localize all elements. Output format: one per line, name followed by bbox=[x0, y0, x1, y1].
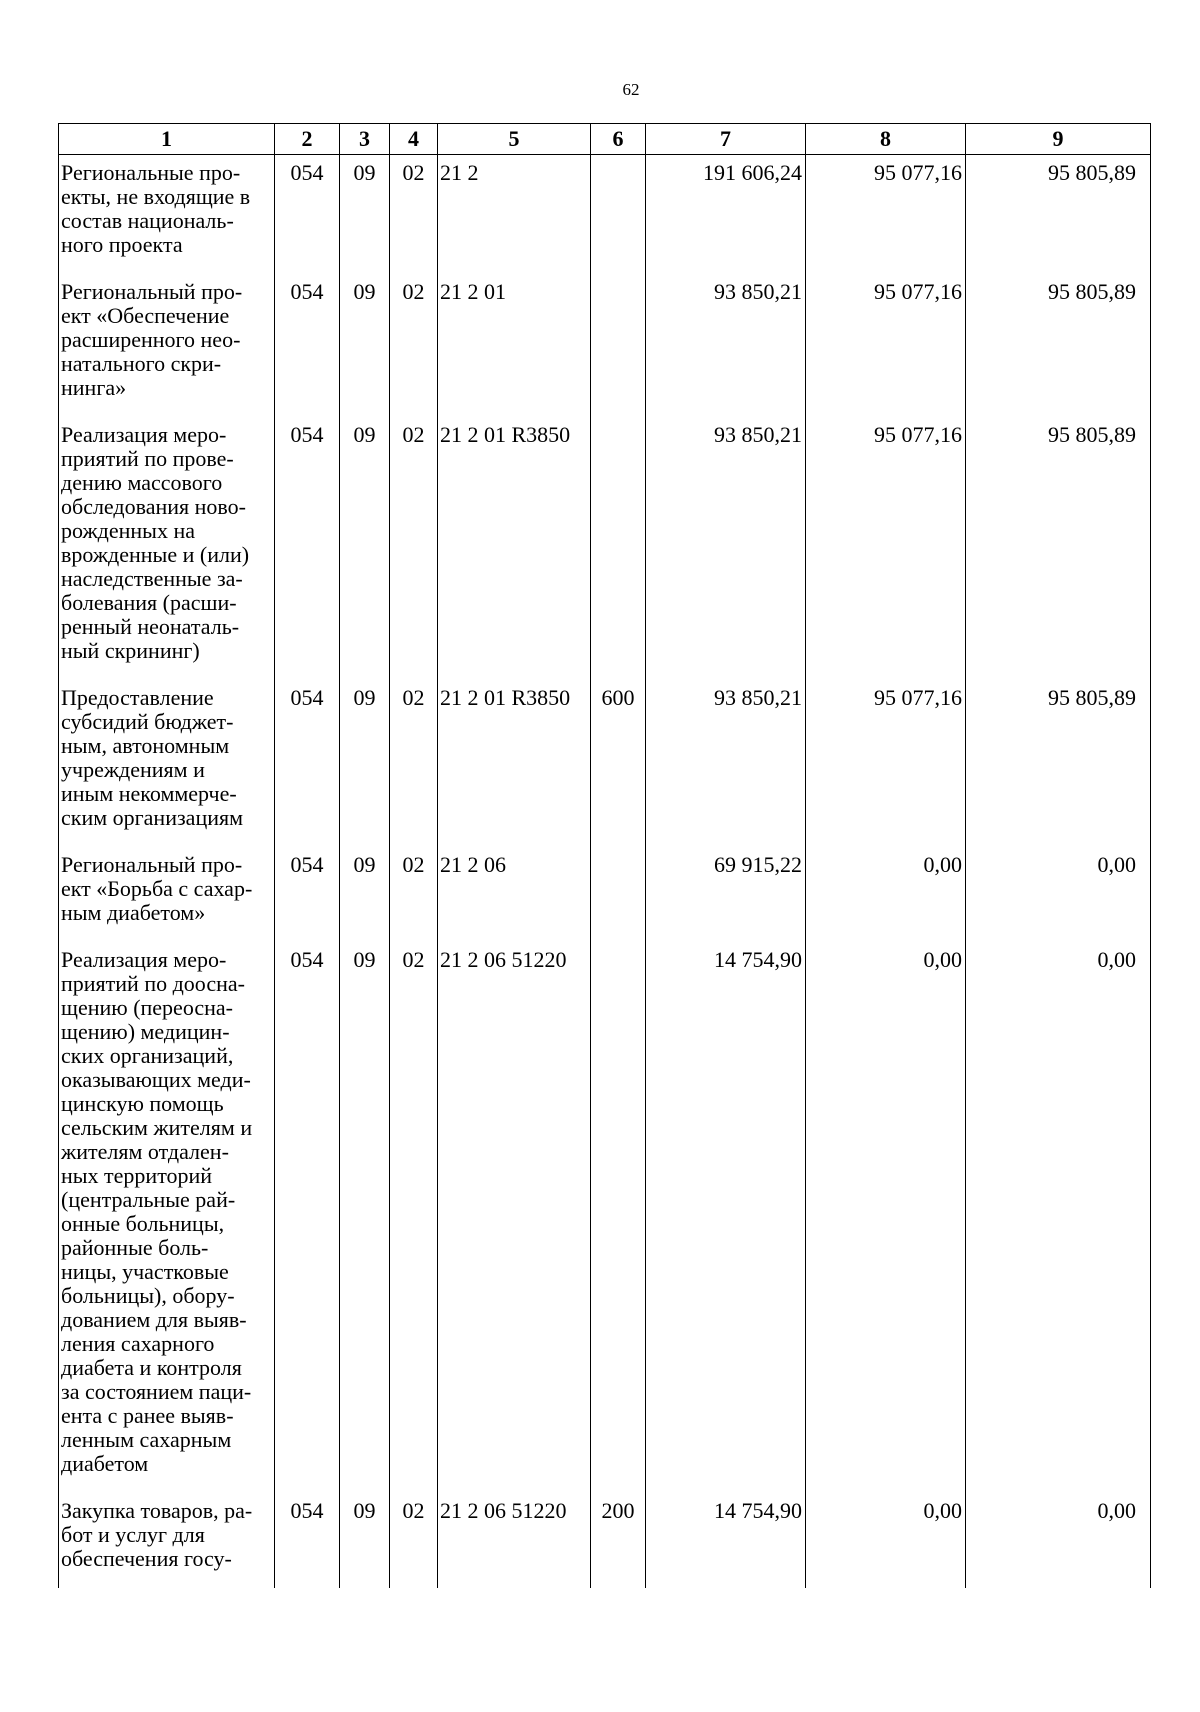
cell-col9: 95 805,89 bbox=[966, 417, 1151, 680]
row-name-line: сельским жителям и bbox=[61, 1115, 253, 1140]
cell-col6: 600 bbox=[591, 680, 646, 847]
row-name-line: врожденные и (или) bbox=[61, 542, 250, 567]
cell-col9: 0,00 bbox=[966, 847, 1151, 942]
table-row bbox=[59, 942, 1151, 1493]
row-name-line: екты, не входящие в bbox=[61, 184, 251, 209]
cell-col9: 0,00 bbox=[966, 1493, 1151, 1588]
cell-col8: 95 077,16 bbox=[806, 155, 966, 275]
cell-col7: 93 850,21 bbox=[646, 680, 806, 847]
row-name-line: ницы, участковые bbox=[61, 1259, 229, 1284]
row-name-line: обследования ново- bbox=[61, 494, 246, 519]
row-name-line: жителям отдален- bbox=[61, 1139, 229, 1164]
cell-col2: 054 bbox=[275, 1493, 340, 1588]
cell-col6: 200 bbox=[591, 1493, 646, 1588]
row-name-line: Предоставление bbox=[61, 685, 214, 710]
page-number: 62 bbox=[622, 80, 640, 99]
row-name-line: ект «Борьба с сахар- bbox=[61, 876, 253, 901]
column-header: 9 bbox=[966, 124, 1151, 155]
table-row bbox=[59, 847, 1151, 942]
table-row bbox=[59, 155, 1151, 275]
cell-col6 bbox=[591, 847, 646, 942]
cell-col2: 054 bbox=[275, 417, 340, 680]
cell-col4: 02 bbox=[390, 942, 438, 1493]
cell-col2: 054 bbox=[275, 847, 340, 942]
column-header: 4 bbox=[390, 124, 438, 155]
cell-col2: 054 bbox=[275, 942, 340, 1493]
cell-col1 bbox=[59, 942, 275, 1493]
row-name-line: щению) медицин- bbox=[61, 1019, 230, 1044]
cell-col6 bbox=[591, 274, 646, 417]
row-name-line: Реализация меро- bbox=[61, 422, 227, 447]
cell-col1 bbox=[59, 274, 275, 417]
row-name-line: ным диабетом» bbox=[61, 900, 206, 925]
row-name-line: иным некоммерче- bbox=[61, 781, 237, 806]
row-name-line: ного проекта bbox=[61, 232, 183, 257]
row-name-line: районные боль- bbox=[61, 1235, 209, 1260]
row-name-line: натального скри- bbox=[61, 351, 222, 376]
cell-col7: 191 606,24 bbox=[646, 155, 806, 275]
cell-col1 bbox=[59, 155, 275, 275]
cell-col7: 93 850,21 bbox=[646, 274, 806, 417]
row-name-line: ления сахарного bbox=[61, 1331, 215, 1356]
row-name-line: диабетом bbox=[61, 1451, 149, 1476]
cell-col9: 0,00 bbox=[966, 942, 1151, 1493]
row-name-line: приятий по доосна- bbox=[61, 971, 245, 996]
cell-col3: 09 bbox=[340, 942, 390, 1493]
row-name-line: за состоянием паци- bbox=[61, 1379, 252, 1404]
row-name-line: бот и услуг для bbox=[61, 1522, 205, 1547]
table-header-row bbox=[59, 124, 1151, 155]
row-name-line: ный скрининг) bbox=[61, 638, 200, 663]
table-body bbox=[59, 155, 1151, 1589]
cell-col8: 95 077,16 bbox=[806, 680, 966, 847]
row-name-line: ских организаций, bbox=[61, 1043, 234, 1068]
row-name-line: Региональный про- bbox=[61, 852, 243, 877]
row-name-line: ента с ранее выяв- bbox=[61, 1403, 234, 1428]
row-name-line: цинскую помощь bbox=[61, 1091, 224, 1116]
row-name-line: Реализация меро- bbox=[61, 947, 227, 972]
row-name-line: диабета и контроля bbox=[61, 1355, 242, 1380]
row-name-line: учреждениям и bbox=[61, 757, 205, 782]
cell-col9: 95 805,89 bbox=[966, 274, 1151, 417]
cell-col8: 95 077,16 bbox=[806, 274, 966, 417]
cell-col8: 0,00 bbox=[806, 847, 966, 942]
column-header: 3 bbox=[340, 124, 390, 155]
cell-col4: 02 bbox=[390, 847, 438, 942]
row-name-line: дению массового bbox=[61, 470, 223, 495]
cell-col4: 02 bbox=[390, 1493, 438, 1588]
cell-col1 bbox=[59, 417, 275, 680]
column-header: 7 bbox=[646, 124, 806, 155]
cell-col8: 95 077,16 bbox=[806, 417, 966, 680]
cell-col2: 054 bbox=[275, 155, 340, 275]
row-name-line: Закупка товаров, ра- bbox=[61, 1498, 253, 1523]
column-header: 1 bbox=[59, 124, 275, 155]
column-header: 8 bbox=[806, 124, 966, 155]
row-name-line: ренный неонаталь- bbox=[61, 614, 240, 639]
cell-col4: 02 bbox=[390, 417, 438, 680]
row-name-line: рожденных на bbox=[61, 518, 195, 543]
cell-col8: 0,00 bbox=[806, 1493, 966, 1588]
table-row bbox=[59, 1493, 1151, 1588]
cell-col4: 02 bbox=[390, 274, 438, 417]
cell-col5: 21 2 01 bbox=[438, 274, 591, 417]
row-name-line: дованием для выяв- bbox=[61, 1307, 247, 1332]
cell-col7: 93 850,21 bbox=[646, 417, 806, 680]
cell-col7: 14 754,90 bbox=[646, 942, 806, 1493]
row-name-line: ским организациям bbox=[61, 805, 244, 830]
table-row bbox=[59, 274, 1151, 417]
row-name-line: приятий по прове- bbox=[61, 446, 234, 471]
cell-col4: 02 bbox=[390, 155, 438, 275]
cell-col4: 02 bbox=[390, 680, 438, 847]
cell-col5: 21 2 06 bbox=[438, 847, 591, 942]
row-name-line: Региональный про- bbox=[61, 279, 243, 304]
cell-col6 bbox=[591, 155, 646, 275]
cell-col3: 09 bbox=[340, 847, 390, 942]
cell-col7: 14 754,90 bbox=[646, 1493, 806, 1588]
cell-col5: 21 2 06 51220 bbox=[438, 942, 591, 1493]
row-name-line: ных территорий bbox=[61, 1163, 213, 1188]
cell-col6 bbox=[591, 417, 646, 680]
column-header: 6 bbox=[591, 124, 646, 155]
row-name-line: онные больницы, bbox=[61, 1211, 225, 1236]
cell-col9: 95 805,89 bbox=[966, 155, 1151, 275]
cell-col5: 21 2 01 R3850 bbox=[438, 417, 591, 680]
row-name-line: нинга» bbox=[61, 375, 127, 400]
column-header: 5 bbox=[438, 124, 591, 155]
cell-col1 bbox=[59, 1493, 275, 1588]
cell-col3: 09 bbox=[340, 1493, 390, 1588]
cell-col2: 054 bbox=[275, 680, 340, 847]
cell-col3: 09 bbox=[340, 680, 390, 847]
cell-col2: 054 bbox=[275, 274, 340, 417]
cell-col3: 09 bbox=[340, 274, 390, 417]
cell-col3: 09 bbox=[340, 417, 390, 680]
row-name-line: ленным сахарным bbox=[61, 1427, 232, 1452]
cell-col1 bbox=[59, 847, 275, 942]
cell-col5: 21 2 01 R3850 bbox=[438, 680, 591, 847]
row-name-line: болевания (расши- bbox=[61, 590, 237, 615]
cell-col8: 0,00 bbox=[806, 942, 966, 1493]
cell-col9: 95 805,89 bbox=[966, 680, 1151, 847]
row-name-line: субсидий бюджет- bbox=[61, 709, 234, 734]
cell-col3: 09 bbox=[340, 155, 390, 275]
row-name-line: ект «Обеспечение bbox=[61, 303, 230, 328]
table-row bbox=[59, 680, 1151, 847]
row-name-line: ным, автономным bbox=[61, 733, 230, 758]
row-name-line: состав националь- bbox=[61, 208, 234, 233]
row-name-line: щению (переосна- bbox=[61, 995, 233, 1020]
row-name-line: больницы), обору- bbox=[61, 1283, 235, 1308]
cell-col5: 21 2 06 51220 bbox=[438, 1493, 591, 1588]
cell-col5: 21 2 bbox=[438, 155, 591, 275]
row-name-line: обеспечения госу- bbox=[61, 1546, 232, 1571]
row-name-line: оказывающих меди- bbox=[61, 1067, 251, 1092]
cell-col1 bbox=[59, 680, 275, 847]
table-row bbox=[59, 417, 1151, 680]
cell-col7: 69 915,22 bbox=[646, 847, 806, 942]
column-header: 2 bbox=[275, 124, 340, 155]
row-name-line: (центральные рай- bbox=[61, 1187, 236, 1212]
budget-table bbox=[58, 123, 1151, 1588]
row-name-line: расширенного нео- bbox=[61, 327, 241, 352]
row-name-line: наследственные за- bbox=[61, 566, 243, 591]
row-name-line: Региональные про- bbox=[61, 160, 241, 185]
cell-col6 bbox=[591, 942, 646, 1493]
